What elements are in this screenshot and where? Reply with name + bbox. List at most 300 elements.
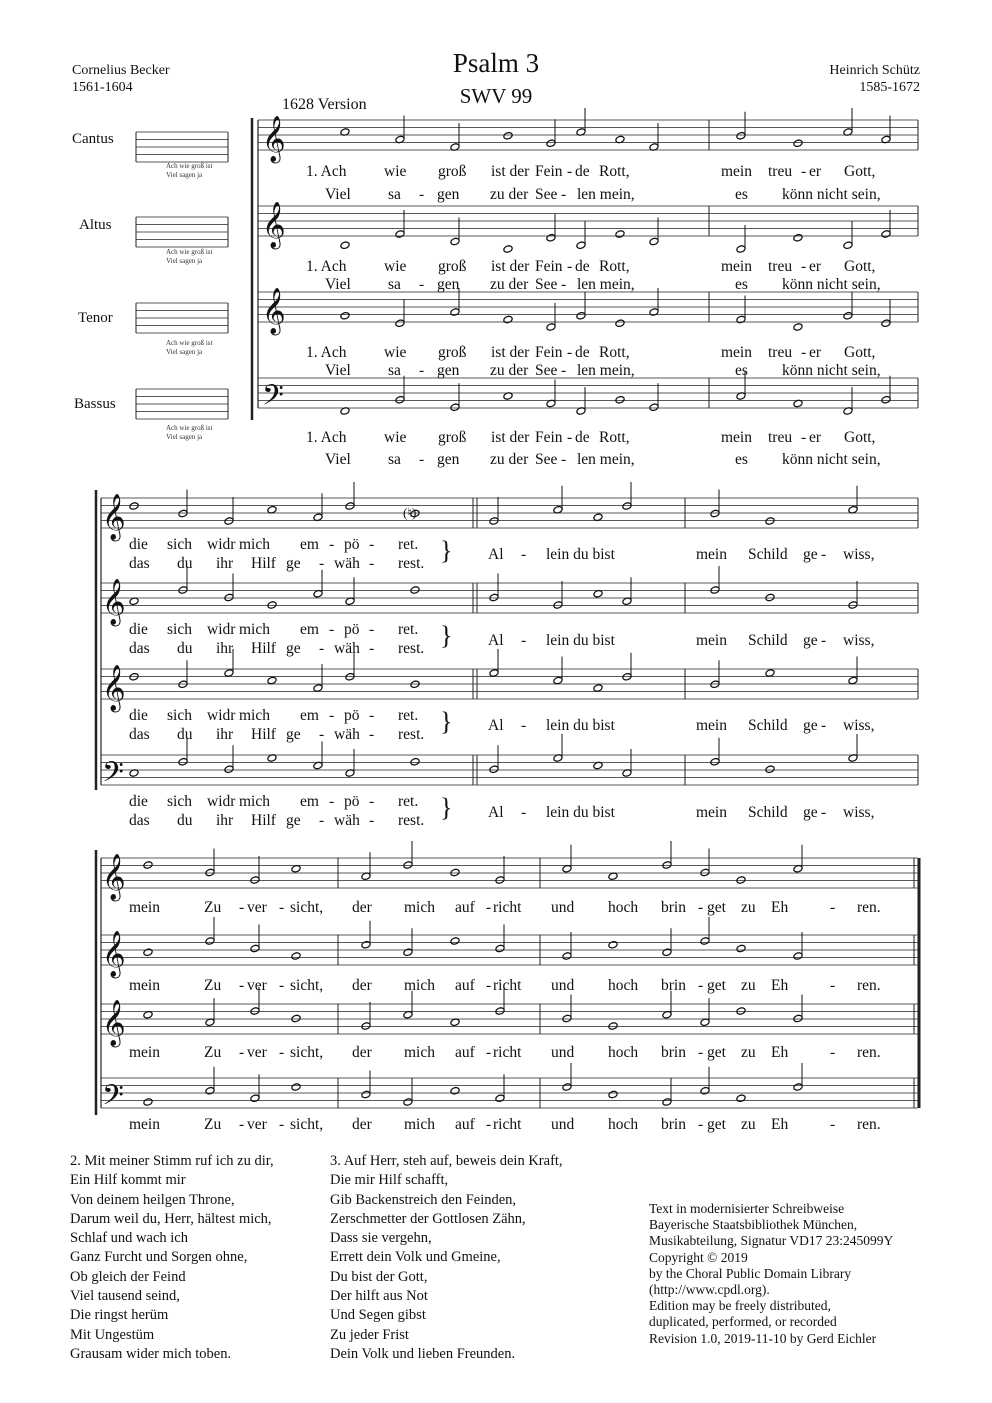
s2-line1-syllable: ret. xyxy=(398,793,419,810)
clef-icon: 𝄞 xyxy=(262,116,286,162)
s1-line2-syllable: es xyxy=(735,362,748,379)
s1-line1-syllable: Rott, xyxy=(599,344,630,361)
s3-line-syllable: mich xyxy=(404,899,435,916)
s2-line2-syllable: Hilf xyxy=(251,726,276,743)
s1-line1-syllable: - xyxy=(801,258,807,275)
s1-line2-syllable: len mein, xyxy=(577,276,635,293)
s3-line-syllable: richt xyxy=(493,977,522,994)
s1-line1-syllable: Rott, xyxy=(599,258,630,275)
verse-line: Mit Ungestüm xyxy=(70,1326,155,1343)
s2-line3-syllable: mein xyxy=(696,632,727,649)
voice-label-cantus: Cantus xyxy=(72,131,114,147)
s1-line1-syllable: treu xyxy=(768,258,793,275)
s1-line1-syllable: ist der xyxy=(491,429,530,446)
s2-line1-syllable: sich xyxy=(167,536,192,553)
s1-line2-syllable: Viel xyxy=(325,186,351,203)
s1-line1-syllable: Gott, xyxy=(844,163,876,180)
verse-line: Grausam wider mich toben. xyxy=(70,1345,232,1362)
credit-line: Bayerische Staatsbibliothek München, xyxy=(649,1217,858,1233)
s3-line-syllable: ren. xyxy=(857,899,881,916)
note-head xyxy=(793,139,803,148)
s2-line3-syllable: Schild xyxy=(748,632,788,649)
s2-line1-syllable: die xyxy=(129,793,148,810)
s2-line2-syllable: - xyxy=(369,812,375,829)
s3-line-syllable: - xyxy=(698,899,704,916)
s2-line1-syllable: pö xyxy=(344,621,360,638)
s3-line-syllable: - xyxy=(830,977,836,994)
s1-line2-syllable: Viel xyxy=(325,276,351,293)
s2-line2-syllable: du xyxy=(177,555,193,572)
clef-icon: 𝄞 xyxy=(102,1000,126,1046)
verse-line: Errett dein Volk und Gmeine, xyxy=(330,1249,501,1266)
s1-line2-syllable: sa xyxy=(388,451,401,468)
credit-line: Copyright © 2019 xyxy=(649,1249,748,1265)
s3-line-syllable: Zu xyxy=(204,1116,222,1133)
s3-line-syllable: auf xyxy=(455,1116,475,1133)
s2-line3-syllable: - xyxy=(821,717,827,734)
s2-line3-syllable: - xyxy=(821,632,827,649)
voice-label-bassus: Bassus xyxy=(74,396,116,412)
verse-line: Gib Backenstreich den Feinden, xyxy=(330,1191,517,1208)
s1-line1-syllable: - xyxy=(567,258,573,275)
s1-line1-syllable: - xyxy=(567,429,573,446)
s1-line2-syllable: gen xyxy=(437,451,460,468)
s1-line2-syllable: zu der xyxy=(490,186,529,203)
s1-line2-syllable: See xyxy=(535,276,558,293)
s3-line-syllable: - xyxy=(279,1044,285,1061)
note-head xyxy=(736,1094,746,1103)
s2-line3-syllable: ge xyxy=(803,546,818,563)
s1-line2-syllable: - xyxy=(561,362,567,379)
s2-line1-syllable: ret. xyxy=(398,621,419,638)
note-head xyxy=(340,241,350,250)
s2-line1-syllable: mich xyxy=(239,793,270,810)
verse-line: Dein Volk und lieben Freunden. xyxy=(330,1345,516,1362)
s2-line3-syllable: - xyxy=(821,804,827,821)
s2-line2-syllable: rest. xyxy=(398,640,425,657)
s1-line2-syllable: zu der xyxy=(490,276,529,293)
s1-line1-syllable: mein xyxy=(721,429,752,446)
s2-line1-syllable: die xyxy=(129,536,148,553)
s3-line-syllable: Zu xyxy=(204,1044,222,1061)
s2-line1-syllable: widr xyxy=(207,621,236,638)
note-head xyxy=(615,319,625,328)
lyric-brace: } xyxy=(440,621,453,650)
note-head xyxy=(267,601,277,610)
s1-line1-syllable: 1. Ach xyxy=(306,163,347,180)
s3-line-syllable: und xyxy=(551,977,575,994)
clef-icon: 𝄞 xyxy=(102,854,126,900)
s1-line1-syllable: Fein xyxy=(535,429,563,446)
s1-line2-syllable: gen xyxy=(437,362,460,379)
note-head xyxy=(143,1098,153,1107)
s2-line2-syllable: du xyxy=(177,640,193,657)
note-head xyxy=(615,395,625,404)
s2-line2-syllable: - xyxy=(319,640,325,657)
s1-line1-syllable: mein xyxy=(721,258,752,275)
s3-line-syllable: hoch xyxy=(608,1044,639,1061)
s2-line1-syllable: pö xyxy=(344,793,360,810)
s2-line3-syllable: Al xyxy=(488,804,504,821)
s2-line1-syllable: - xyxy=(369,536,375,553)
s2-line2-syllable: wäh xyxy=(334,640,360,657)
s1-line2-syllable: Viel xyxy=(325,362,351,379)
s3-line-syllable: - xyxy=(239,899,245,916)
note-head xyxy=(291,1014,301,1023)
s3-line-syllable: der xyxy=(352,977,372,994)
s2-line3-syllable: mein xyxy=(696,546,727,563)
s2-line1-syllable: widr xyxy=(207,707,236,724)
s3-line-syllable: sicht, xyxy=(290,1044,324,1061)
note-head xyxy=(736,1007,746,1016)
s3-line-syllable: mein xyxy=(129,1044,160,1061)
s1-line2-syllable: len mein, xyxy=(577,186,635,203)
s1-line1-syllable: er xyxy=(809,163,822,180)
s1-line2-syllable: - xyxy=(419,451,425,468)
note-head xyxy=(765,517,775,526)
s3-line-syllable: der xyxy=(352,1044,372,1061)
s1-line1-syllable: er xyxy=(809,344,822,361)
clef-icon: 𝄞 xyxy=(262,202,286,248)
verse-line: Darum weil du, Herr, hältest mich, xyxy=(70,1210,272,1227)
s1-line1-syllable: de xyxy=(575,344,590,361)
note-head xyxy=(291,952,301,961)
incipit-text-1: Ach wie groß ist xyxy=(166,162,213,170)
s1-line2-syllable: zu der xyxy=(490,451,529,468)
s2-line2-syllable: rest. xyxy=(398,555,425,572)
s2-line2-syllable: wäh xyxy=(334,555,360,572)
verse-2 xyxy=(70,1152,274,1364)
s3-line-syllable: - xyxy=(486,977,492,994)
s2-line3-syllable: Schild xyxy=(748,717,788,734)
s3-line-syllable: auf xyxy=(455,899,475,916)
s2-line3-syllable: Schild xyxy=(748,804,788,821)
note-head xyxy=(450,937,460,946)
note-head xyxy=(340,311,350,320)
s1-line1-syllable: wie xyxy=(384,429,407,446)
s3-line-syllable: brin xyxy=(661,1044,686,1061)
incipit-text-2: Viel sagen ja xyxy=(166,433,203,441)
s1-line2-syllable: sa xyxy=(388,276,401,293)
incipit-text-1: Ach wie groß ist xyxy=(166,339,213,347)
clef-icon: 𝄞 xyxy=(102,931,126,977)
s3-line-syllable: get xyxy=(707,899,726,916)
note-head xyxy=(450,868,460,877)
note-head xyxy=(503,245,513,254)
s3-line-syllable: zu xyxy=(741,1116,756,1133)
s2-line2-syllable: das xyxy=(129,640,150,657)
s2-line1-syllable: die xyxy=(129,621,148,638)
s2-line1-syllable: em xyxy=(300,621,319,638)
s2-line2-syllable: - xyxy=(319,812,325,829)
s3-line-syllable: auf xyxy=(455,1044,475,1061)
s2-line2-syllable: ge xyxy=(286,555,301,572)
credit-line: Edition may be freely distributed, xyxy=(649,1298,831,1314)
credit-line: by the Choral Public Domain Library xyxy=(649,1265,852,1281)
s1-line2-syllable: könn nicht sein, xyxy=(782,451,881,468)
credit-line: Revision 1.0, 2019-11-10 by Gerd Eichler xyxy=(649,1330,877,1346)
s2-line2-syllable: das xyxy=(129,555,150,572)
verse-line: Der hilft aus Not xyxy=(330,1288,428,1305)
s1-line1-syllable: 1. Ach xyxy=(306,258,347,275)
verse-line: Dass sie vergehn, xyxy=(330,1230,432,1247)
s2-line1-syllable: pö xyxy=(344,707,360,724)
s2-line1-syllable: - xyxy=(369,793,375,810)
s2-line2-syllable: ihr xyxy=(216,726,234,743)
s2-line3-syllable: Al xyxy=(488,632,504,649)
note-head xyxy=(291,1083,301,1092)
s3-line-syllable: richt xyxy=(493,1116,522,1133)
s2-line1-syllable: widr xyxy=(207,793,236,810)
s1-line2-syllable: sa xyxy=(388,362,401,379)
lyric-brace: } xyxy=(440,536,453,565)
s3-line-syllable: ver xyxy=(247,1044,267,1061)
s2-line1-syllable: mich xyxy=(239,536,270,553)
s2-line3-syllable: lein du bist xyxy=(546,804,615,821)
note-head xyxy=(503,315,513,324)
s3-line-syllable: ver xyxy=(247,977,267,994)
s1-line1-syllable: groß xyxy=(438,163,467,180)
s3-line-syllable: zu xyxy=(741,1044,756,1061)
s1-line2-syllable: - xyxy=(561,451,567,468)
verse-line: 2. Mit meiner Stimm ruf ich zu dir, xyxy=(70,1153,274,1169)
s3-line-syllable: - xyxy=(486,1044,492,1061)
note-head xyxy=(793,323,803,332)
s1-line1-syllable: - xyxy=(801,344,807,361)
s3-line-syllable: Zu xyxy=(204,899,222,916)
s1-line2-syllable: len mein, xyxy=(577,362,635,379)
s2-line2-syllable: rest. xyxy=(398,726,425,743)
s3-line-syllable: Eh xyxy=(771,977,789,994)
note-head xyxy=(129,502,139,511)
natural-mark: (♮) xyxy=(403,505,417,520)
s3-line-syllable: auf xyxy=(455,977,475,994)
s2-line2-syllable: das xyxy=(129,812,150,829)
s3-line-syllable: - xyxy=(830,899,836,916)
s2-line1-syllable: ret. xyxy=(398,536,419,553)
s1-line1-syllable: ist der xyxy=(491,258,530,275)
verse-line: Du bist der Gott, xyxy=(330,1268,428,1285)
s2-line2-syllable: Hilf xyxy=(251,812,276,829)
verse-line: 3. Auf Herr, steh auf, beweis dein Kraft, xyxy=(330,1153,563,1169)
s3-line-syllable: - xyxy=(698,1044,704,1061)
s1-line1-syllable: er xyxy=(809,258,822,275)
s2-line1-syllable: em xyxy=(300,707,319,724)
note-head xyxy=(593,684,603,693)
s1-line1-syllable: Fein xyxy=(535,258,563,275)
s2-line2-syllable: wäh xyxy=(334,812,360,829)
s3-line-syllable: - xyxy=(239,977,245,994)
s3-line-syllable: mich xyxy=(404,1116,435,1133)
s2-line3-syllable: - xyxy=(521,717,527,734)
s2-line3-syllable: mein xyxy=(696,804,727,821)
s2-line2-syllable: Hilf xyxy=(251,555,276,572)
note-head xyxy=(608,1090,618,1099)
s2-line1-syllable: - xyxy=(329,793,335,810)
s3-line-syllable: sicht, xyxy=(290,977,324,994)
clef-icon: 𝄞 xyxy=(262,288,286,334)
s3-line-syllable: ren. xyxy=(857,977,881,994)
verse-line: Schlaf und wach ich xyxy=(70,1230,188,1247)
voice-label-altus: Altus xyxy=(79,217,112,233)
s2-line3-syllable: ge xyxy=(803,632,818,649)
s2-line2-syllable: ihr xyxy=(216,640,234,657)
s1-line2-syllable: sa xyxy=(388,186,401,203)
s1-line1-syllable: Rott, xyxy=(599,163,630,180)
s3-line-syllable: und xyxy=(551,1044,575,1061)
s1-line1-syllable: - xyxy=(801,429,807,446)
s3-line-syllable: - xyxy=(279,977,285,994)
s2-line1-syllable: - xyxy=(329,536,335,553)
s2-line1-syllable: widr xyxy=(207,536,236,553)
verse-line: Und Segen gibst xyxy=(330,1307,426,1324)
s2-line3-syllable: - xyxy=(521,804,527,821)
clef-icon: 𝄞 xyxy=(102,494,126,540)
s2-line2-syllable: - xyxy=(369,726,375,743)
s2-line2-syllable: das xyxy=(129,726,150,743)
poet-name: Cornelius Becker xyxy=(72,63,170,78)
s3-line-syllable: - xyxy=(239,1116,245,1133)
s1-line2-syllable: See xyxy=(535,362,558,379)
s2-line3-syllable: ge xyxy=(803,804,818,821)
clef-icon: 𝄞 xyxy=(102,665,126,711)
verse-line: Die mir Hilf schafft, xyxy=(330,1172,449,1189)
s2-line3-syllable: - xyxy=(821,546,827,563)
s2-line3-syllable: Al xyxy=(488,546,504,563)
s1-line1-syllable: mein xyxy=(721,344,752,361)
s3-line-syllable: mein xyxy=(129,899,160,916)
s3-line-syllable: mein xyxy=(129,1116,160,1133)
version-label: 1628 Version xyxy=(282,96,367,113)
s2-line2-syllable: ihr xyxy=(216,555,234,572)
s3-line-syllable: der xyxy=(352,1116,372,1133)
s1-line1-syllable: de xyxy=(575,163,590,180)
s1-line1-syllable: wie xyxy=(384,258,407,275)
s2-line3-syllable: - xyxy=(521,546,527,563)
s1-line1-syllable: mein xyxy=(721,163,752,180)
s3-line-syllable: Zu xyxy=(204,977,222,994)
s2-line1-syllable: - xyxy=(329,707,335,724)
s3-line-syllable: - xyxy=(239,1044,245,1061)
s2-line1-syllable: sich xyxy=(167,793,192,810)
s2-line3-syllable: lein du bist xyxy=(546,546,615,563)
s1-line2-syllable: es xyxy=(735,276,748,293)
s2-line2-syllable: - xyxy=(319,555,325,572)
verse-line: Die ringst herüm xyxy=(70,1307,169,1324)
s2-line1-syllable: die xyxy=(129,707,148,724)
s3-line-syllable: Eh xyxy=(771,1044,789,1061)
s1-line1-syllable: ist der xyxy=(491,163,530,180)
s2-line3-syllable: lein du bist xyxy=(546,632,615,649)
s1-line1-syllable: de xyxy=(575,429,590,446)
s1-line2-syllable: - xyxy=(561,276,567,293)
clef-icon: 𝄢 xyxy=(102,1079,124,1119)
s1-line1-syllable: - xyxy=(567,344,573,361)
s3-line-syllable: und xyxy=(551,899,575,916)
s1-line2-syllable: könn nicht sein, xyxy=(782,186,881,203)
catalog-number: SWV 99 xyxy=(459,84,533,108)
s1-line1-syllable: Gott, xyxy=(844,258,876,275)
verse-line: Zu jeder Frist xyxy=(330,1326,409,1343)
s3-line-syllable: richt xyxy=(493,1044,522,1061)
s2-line1-syllable: - xyxy=(329,621,335,638)
incipit-text-2: Viel sagen ja xyxy=(166,171,203,179)
s2-line2-syllable: rest. xyxy=(398,812,425,829)
note-head xyxy=(736,944,746,953)
s2-line1-syllable: ret. xyxy=(398,707,419,724)
s3-line-syllable: ver xyxy=(247,1116,267,1133)
s3-line-syllable: - xyxy=(279,1116,285,1133)
s3-line-syllable: ren. xyxy=(857,1116,881,1133)
incipit-text-2: Viel sagen ja xyxy=(166,348,203,356)
s2-line3-syllable: mein xyxy=(696,717,727,734)
s1-line1-syllable: treu xyxy=(768,163,793,180)
s3-line-syllable: get xyxy=(707,977,726,994)
note-head xyxy=(450,1086,460,1095)
s2-line3-syllable: - xyxy=(521,632,527,649)
credit-line: Musikabteilung, Signatur VD17 23:245099Y xyxy=(649,1233,894,1249)
s3-line-syllable: brin xyxy=(661,977,686,994)
s1-line1-syllable: Fein xyxy=(535,163,563,180)
s1-line1-syllable: de xyxy=(575,258,590,275)
s3-line-syllable: hoch xyxy=(608,1116,639,1133)
s2-line2-syllable: ge xyxy=(286,812,301,829)
note-head xyxy=(410,586,420,595)
incipit-text-2: Viel sagen ja xyxy=(166,257,203,265)
s3-line-syllable: zu xyxy=(741,899,756,916)
s1-line1-syllable: wie xyxy=(384,344,407,361)
s3-line-syllable: sicht, xyxy=(290,899,324,916)
s3-line-syllable: richt xyxy=(493,899,522,916)
s1-line1-syllable: groß xyxy=(438,429,467,446)
lyric-brace: } xyxy=(440,707,453,736)
s1-line1-syllable: 1. Ach xyxy=(306,429,347,446)
s1-line2-syllable: - xyxy=(419,276,425,293)
lyric-brace: } xyxy=(440,793,453,822)
edition-credits xyxy=(649,1201,893,1347)
s1-line1-syllable: - xyxy=(567,163,573,180)
s1-line1-syllable: - xyxy=(801,163,807,180)
credit-line: Text in modernisierter Schreibweise xyxy=(649,1201,845,1216)
s3-line-syllable: hoch xyxy=(608,977,639,994)
s3-line-syllable: ver xyxy=(247,899,267,916)
s1-line2-syllable: len mein, xyxy=(577,451,635,468)
s1-line1-syllable: ist der xyxy=(491,344,530,361)
s3-line-syllable: - xyxy=(830,1116,836,1133)
note-head xyxy=(608,1022,618,1031)
voice-label-tenor: Tenor xyxy=(78,310,113,326)
s2-line2-syllable: Hilf xyxy=(251,640,276,657)
s2-line2-syllable: - xyxy=(369,555,375,572)
s1-line2-syllable: See xyxy=(535,451,558,468)
s1-line1-syllable: Gott, xyxy=(844,429,876,446)
s2-line3-syllable: wiss, xyxy=(843,804,875,821)
s3-line-syllable: - xyxy=(830,1044,836,1061)
s3-line-syllable: get xyxy=(707,1116,726,1133)
note-head xyxy=(143,948,153,957)
s2-line3-syllable: Al xyxy=(488,717,504,734)
s2-line1-syllable: - xyxy=(369,707,375,724)
verse-line: Viel tausend seind, xyxy=(70,1288,180,1305)
s1-line1-syllable: 1. Ach xyxy=(306,344,347,361)
verse-3 xyxy=(330,1152,563,1364)
note-head xyxy=(410,757,420,766)
s3-line-syllable: - xyxy=(698,977,704,994)
s1-line1-syllable: treu xyxy=(768,429,793,446)
note-head xyxy=(765,593,775,602)
incipit-text-1: Ach wie groß ist xyxy=(166,248,213,256)
verse-line: Ganz Furcht und Sorgen ohne, xyxy=(70,1249,248,1266)
